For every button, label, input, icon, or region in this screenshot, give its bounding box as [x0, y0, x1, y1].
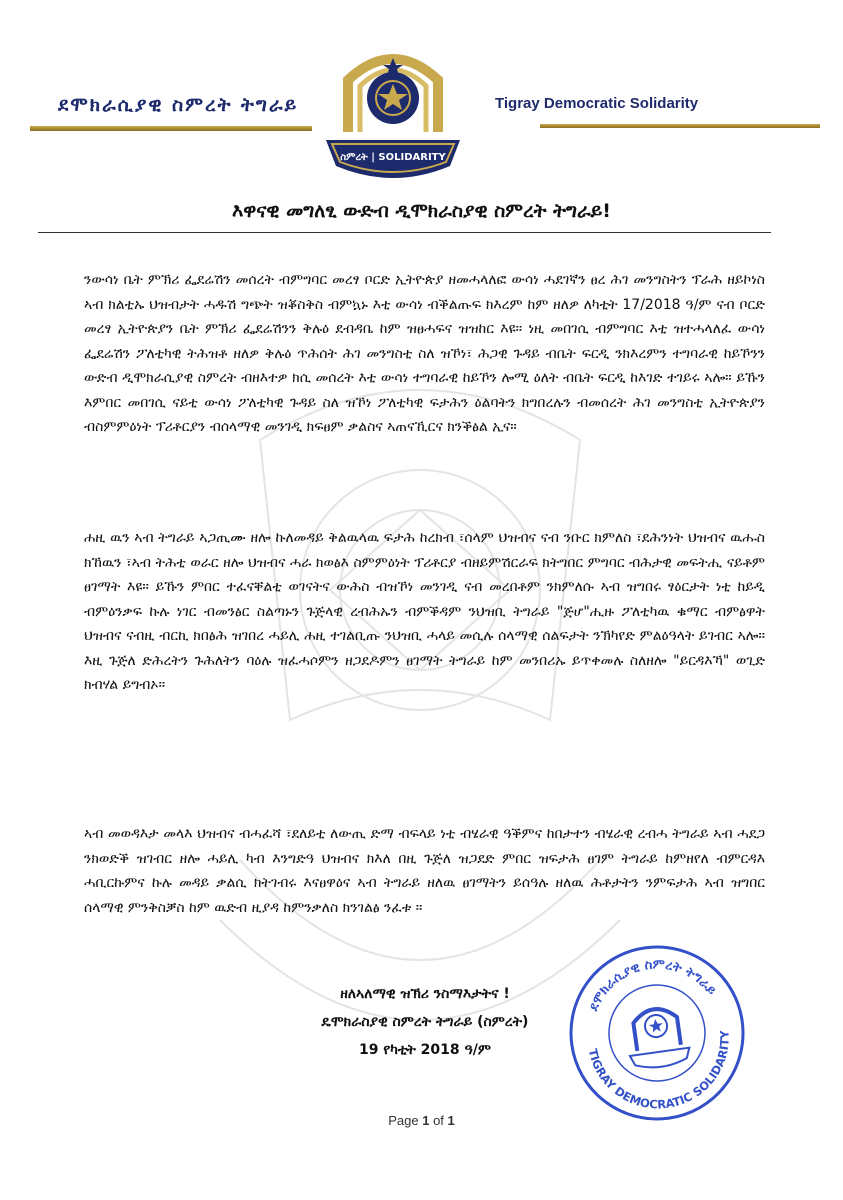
closing-slogan: ዘለኣለማዊ ዝኽሪ ንስማእታትና !: [340, 986, 510, 1002]
page-of: of: [433, 1113, 444, 1128]
org-name-amharic: ደሞክራሲያዊ ስምረት ትግራይ: [58, 94, 299, 116]
official-stamp: [565, 938, 750, 1128]
letterhead: [0, 0, 843, 200]
page-label: Page: [388, 1113, 419, 1128]
logo-ribbon-text: ስምረት | SOLIDARITY: [340, 152, 446, 163]
closing-date: 19 የካቲት 2018 ዓ/ም: [359, 1042, 491, 1058]
page-current: 1: [422, 1113, 430, 1128]
body-paragraph-3: ኣብ መወዳእታ መላእ ህዝብና ብሓፈሻ ፣ደለይቲ ለውጢ ድማ ብፍላይ ነቲ ብሄራዊ ዓቕምና ከበታተን ብሄራዊ ረብሓ ትግራይ ኣብ ሓደጋ ንክወድቕ ዝገብር ዘሎ ሓይሊ ካብ እንግድዓ ህዝብና ክእለ በዚ ጉጅለ ዝጋደድ ምበር ዝፍታሕ ፀገም ትግራይ ከምዘየለ ብምርዳእ ሓቢርኩምና ኩሉ መዳይ ቃልሲ ክትገብሩ እናፀዋዕና ኣብ ትግራይ ዘለዉ ፀገማትን ይሰዓሉ ዘለዉ ሕቶታትን ንምፍታሕ ኣብ ዝግበር ሰላማዊ ምንቅስቓስ ከም ዉድብ ዚያዳ ከምንቃለስ ክንገልፅ ንፈቱ ።: [84, 826, 765, 916]
org-name-english: Tigray Democratic Solidarity: [495, 95, 699, 112]
stamp-text-amharic: ደሞክራሲያዊ ስምረት ትግራይ: [586, 957, 719, 1014]
gold-rule-left: [30, 126, 312, 131]
stamp-text-english: TIGRAY DEMOCRATIC SOLIDARITY: [585, 1030, 732, 1112]
page-total: 1: [447, 1113, 455, 1128]
document-title: እዋናዊ መግለፂ ውድብ ዲሞክራስያዊ ስምረት ትግራይ!: [232, 200, 611, 222]
title-divider: [38, 232, 771, 233]
closing-signatory: ዴሞክራስያዊ ስምረት ትግራይ (ስምረት): [321, 1014, 529, 1030]
organization-logo: [318, 40, 468, 190]
page-number: [0, 1113, 843, 1128]
gold-rule-right: [540, 124, 820, 128]
body-paragraph-2: ሐዚ ዉን ኣብ ትግራይ ኣጋጢሙ ዘሎ ኩለመዳይ ቅልዉላዉ ፍታሕ ከረክብ ፣ሰላም ህዝብና ናብ ንቡር ክምለስ ፣ደሕንነት ህዝብና ዉሑስ ክኸዉን ፣ኣብ ትሕቲ ወራር ዘሎ ህዝብና ሓራ ክወፅእ ስምምዕነት ፕሪቶርያ ብዘይምሽርራፍ ክትግበር ምግባር ብሕታዊ መፍትሒ ናይቶም ፀገማት እዩ። ይኹን ምበር ተፈናቐልቲ ወገናትና ውሕስ ብዝኾነ መንገዲ ናብ መረበቶም ንክምለሱ ኣብ ዝግበሩ ፃዕርታት ነቲ ከይዲ ብምዕንቃፍ ኩሉ ነገር ብመንፅር ስልጣኑን ጉጅላዊ ረብሕኡን ብምቕዳም ንህዝቢ ትግራይ "ጅሆ"ሒዙ ፖለቲካዉ ቁማር ብምፅዋት ህዝብና ናብዚ ብርኪ ክበፅሕ ዝገበረ ሓይሊ ሐዚ ተገልቢጡ ንህዝቢ ሓላይ መሲሉ ሰላማዊ ሰልፍታት ንኽካየድ ምልዕዓላት ይገብር ኣሎ። እዚ ጉጅለ ድሕረትን ጉሕለትን ባዕሉ ዝፈሓሶምን ዘጋደዶምን ፀገማት ትግራይ ከም መንበሪኡ ይጥቀመሉ ስለዘሎ "ይርዳእኻ" ወጊድ ክብሃል ይግብኦ።: [84, 530, 765, 693]
body-paragraph-1: ንውሳነ ቤት ምኽሪ ፌደሬሽን መሰረት ብምግባር መረፃ ቦርድ ኢትዮጵያ ዘመሓላለፎ ውሳነ ሓደገኛን ፀረ ሕገ መንግስትን ፕራሕ ዘይኮነስ ኣብ ክልቲኡ ህዝብታት ሓዱሽ ግጭት ዝቖስቅስ ብምኳኑ እቲ ውሳነ ብቕልጡፍ ክእረም ከም ዘለዎ ለካቲት 17/2018 ዓ/ም ናብ ቦርድ መረፃ ኢትዮጵያን ቤት ምኽሪ ፌደሬሽንን ቅሉዕ ደብዳቤ ከም ዝፀሓፍና ዝዝከር እዩ። ነዚ መበገሲ ብምግባር እቲ ዝተሓላለፈ ውሳነ ፌደሬሽን ፖለቲካዊ ትሕዝቶ ዘለዎ ቅሉዕ ጥሕሰት ሕገ መንግስቲ ስለ ዝኾነ፣ ሕጋዊ ጉዳይ ብቤት ፍርዲ ንክእረምን ተግባራዊ ከይኾንን ውድብ ዲሞክራሲያዊ ስምረት ብዘእተዎ ክሲ መሰረት እቲ ውሳነ ተግባራዊ ከይኾን ሎሚ ዕለት ብቤት ፍርዲ ከእገድ ተገይሩ ኣሎ። ይኹን እምበር መበገሲ ናይቲ ውሳነ ፖለቲካዊ ጉዳይ ስለ ዝኾነ ፖለቲካዊ ፍታሕን ዕልባትን ክግበረሉን ብመሰረት ሕገ መንግስቲ ኢትዮጵያን ብስምምዕነት ፕሪቶርያን ብሰላማዊ መንገዲ ክፍፀም ቃልስና ኣጠናኺርና ክንቕፅል ኢና።: [84, 272, 765, 435]
